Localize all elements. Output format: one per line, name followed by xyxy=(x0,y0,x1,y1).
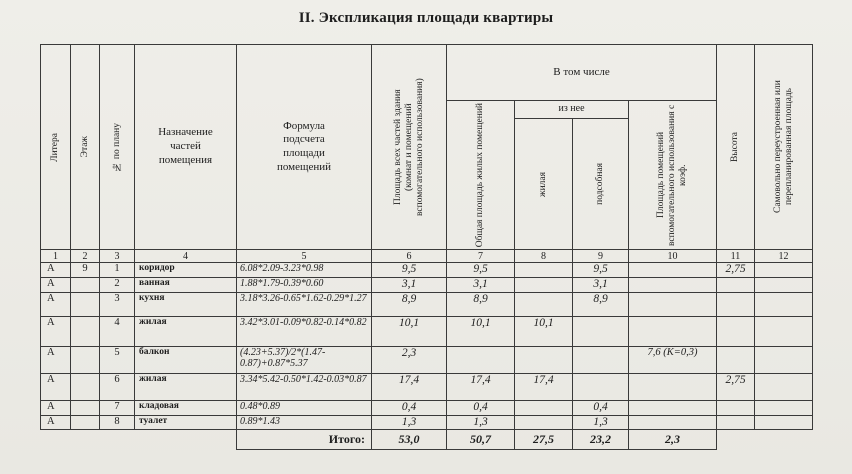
cell-living: 10,1 xyxy=(515,317,573,347)
cell-aux: 3,1 xyxy=(573,278,629,293)
col-number: 11 xyxy=(717,250,755,263)
cell-area: 1,3 xyxy=(372,416,447,430)
cell-total: 0,4 xyxy=(447,401,515,416)
cell-no: 5 xyxy=(100,347,135,374)
cell-floor xyxy=(71,401,100,416)
cell-name: жилая xyxy=(135,374,237,401)
explication-table xyxy=(40,44,813,450)
col-number: 10 xyxy=(629,250,717,263)
cell-height xyxy=(717,416,755,430)
total-aux: 23,2 xyxy=(573,430,629,450)
col-number: 2 xyxy=(71,250,100,263)
cell-floor xyxy=(71,278,100,293)
header-purpose: Назначение частей помещения xyxy=(135,45,237,250)
header-height: Высота xyxy=(717,45,755,250)
cell-aux xyxy=(573,317,629,347)
header-living: жилая xyxy=(515,119,573,250)
cell-total xyxy=(447,347,515,374)
total-area: 53,0 xyxy=(372,430,447,450)
cell-no: 7 xyxy=(100,401,135,416)
cell-formula: 3.42*3.01-0.09*0.82-0.14*0.82 xyxy=(237,317,372,347)
table-row xyxy=(41,263,813,278)
cell-formula: 0.89*1.43 xyxy=(237,416,372,430)
total-coef: 2,3 xyxy=(629,430,717,450)
cell-litera: А xyxy=(41,293,71,317)
cell-total: 1,3 xyxy=(447,416,515,430)
table-row xyxy=(41,278,813,293)
totals-row xyxy=(41,430,813,450)
cell-aux xyxy=(573,374,629,401)
cell-no: 1 xyxy=(100,263,135,278)
cell-formula: 3.18*3.26-0.65*1.62-0.29*1.27 xyxy=(237,293,372,317)
cell-coef xyxy=(629,293,717,317)
cell-coef: 7,6 (К=0,3) xyxy=(629,347,717,374)
header-unauthorized: Самовольно переустроенная или перепланированная площадь xyxy=(755,45,813,250)
header-total-area: Общая площадь жилых помещений xyxy=(447,101,515,250)
cell-coef xyxy=(629,278,717,293)
cell-name: туалет xyxy=(135,416,237,430)
table-row xyxy=(41,317,813,347)
cell-area: 8,9 xyxy=(372,293,447,317)
cell-coef xyxy=(629,416,717,430)
cell-area: 10,1 xyxy=(372,317,447,347)
cell-name: коридор xyxy=(135,263,237,278)
cell-no: 8 xyxy=(100,416,135,430)
cell-living xyxy=(515,278,573,293)
cell-formula: 1.88*1.79-0.39*0.60 xyxy=(237,278,372,293)
header-in-total: В том числе xyxy=(447,45,717,101)
header-plan-no: № по плану xyxy=(100,45,135,250)
cell-floor xyxy=(71,293,100,317)
cell-unauthorized xyxy=(755,401,813,416)
header-area-all: Площадь всех частей здания (комнат и помещений вспомогательного использования) xyxy=(372,45,447,250)
cell-living xyxy=(515,293,573,317)
cell-litera: А xyxy=(41,317,71,347)
cell-height: 2,75 xyxy=(717,263,755,278)
cell-aux: 8,9 xyxy=(573,293,629,317)
table-row xyxy=(41,374,813,401)
col-number: 7 xyxy=(447,250,515,263)
cell-floor xyxy=(71,416,100,430)
cell-height xyxy=(717,347,755,374)
cell-unauthorized xyxy=(755,347,813,374)
col-number: 8 xyxy=(515,250,573,263)
col-number: 3 xyxy=(100,250,135,263)
cell-formula: 0.48*0.89 xyxy=(237,401,372,416)
cell-area: 3,1 xyxy=(372,278,447,293)
cell-name: кладовая xyxy=(135,401,237,416)
cell-name: балкон xyxy=(135,347,237,374)
cell-unauthorized xyxy=(755,416,813,430)
cell-area: 0,4 xyxy=(372,401,447,416)
cell-living xyxy=(515,263,573,278)
header-litera: Литера xyxy=(41,45,71,250)
col-number: 5 xyxy=(237,250,372,263)
cell-height: 2,75 xyxy=(717,374,755,401)
cell-living xyxy=(515,416,573,430)
cell-no: 4 xyxy=(100,317,135,347)
cell-coef xyxy=(629,374,717,401)
cell-total: 3,1 xyxy=(447,278,515,293)
cell-area: 9,5 xyxy=(372,263,447,278)
cell-name: жилая xyxy=(135,317,237,347)
column-numbers-row xyxy=(41,250,813,263)
cell-unauthorized xyxy=(755,317,813,347)
totals-label: Итого: xyxy=(237,430,372,450)
col-number: 6 xyxy=(372,250,447,263)
cell-unauthorized xyxy=(755,278,813,293)
total-total: 50,7 xyxy=(447,430,515,450)
cell-litera: А xyxy=(41,263,71,278)
cell-height xyxy=(717,278,755,293)
cell-litera: А xyxy=(41,401,71,416)
cell-coef xyxy=(629,263,717,278)
cell-total: 8,9 xyxy=(447,293,515,317)
cell-aux xyxy=(573,347,629,374)
cell-no: 3 xyxy=(100,293,135,317)
cell-litera: А xyxy=(41,374,71,401)
cell-litera: А xyxy=(41,347,71,374)
cell-aux: 0,4 xyxy=(573,401,629,416)
cell-height xyxy=(717,317,755,347)
cell-unauthorized xyxy=(755,293,813,317)
cell-floor xyxy=(71,317,100,347)
cell-name: кухня xyxy=(135,293,237,317)
cell-living: 17,4 xyxy=(515,374,573,401)
cell-floor: 9 xyxy=(71,263,100,278)
cell-litera: А xyxy=(41,416,71,430)
cell-name: ванная xyxy=(135,278,237,293)
header-auxiliary: подсобная xyxy=(573,119,629,250)
cell-unauthorized xyxy=(755,374,813,401)
cell-formula: 3.34*5.42-0.50*1.42-0.03*0.87 xyxy=(237,374,372,401)
col-number: 9 xyxy=(573,250,629,263)
header-of-which: из нее xyxy=(515,101,629,119)
cell-coef xyxy=(629,317,717,347)
cell-living xyxy=(515,401,573,416)
header-aux-coef: Площадь помещений вспомогательного использования с коэф. xyxy=(629,101,717,250)
cell-unauthorized xyxy=(755,263,813,278)
cell-height xyxy=(717,293,755,317)
cell-area: 17,4 xyxy=(372,374,447,401)
total-living: 27,5 xyxy=(515,430,573,450)
cell-living xyxy=(515,347,573,374)
page-title: II. Экспликация площади квартиры xyxy=(298,10,554,26)
col-number: 4 xyxy=(135,250,237,263)
cell-aux: 1,3 xyxy=(573,416,629,430)
table-row xyxy=(41,293,813,317)
cell-height xyxy=(717,401,755,416)
col-number: 1 xyxy=(41,250,71,263)
col-number: 12 xyxy=(755,250,813,263)
cell-formula: 6.08*2.09-3.23*0.98 xyxy=(237,263,372,278)
cell-total: 9,5 xyxy=(447,263,515,278)
cell-floor xyxy=(71,347,100,374)
cell-area: 2,3 xyxy=(372,347,447,374)
table-row xyxy=(41,347,813,374)
cell-formula: (4.23+5.37)/2*(1.47-0.87)+0.87*5.37 xyxy=(237,347,372,374)
table-row xyxy=(41,416,813,430)
header-formula: Формула подсчета площади помещений xyxy=(237,45,372,250)
cell-coef xyxy=(629,401,717,416)
cell-no: 2 xyxy=(100,278,135,293)
cell-litera: А xyxy=(41,278,71,293)
cell-aux: 9,5 xyxy=(573,263,629,278)
cell-floor xyxy=(71,374,100,401)
table-row xyxy=(41,401,813,416)
cell-no: 6 xyxy=(100,374,135,401)
header-floor: Этаж xyxy=(71,45,100,250)
cell-total: 10,1 xyxy=(447,317,515,347)
cell-total: 17,4 xyxy=(447,374,515,401)
